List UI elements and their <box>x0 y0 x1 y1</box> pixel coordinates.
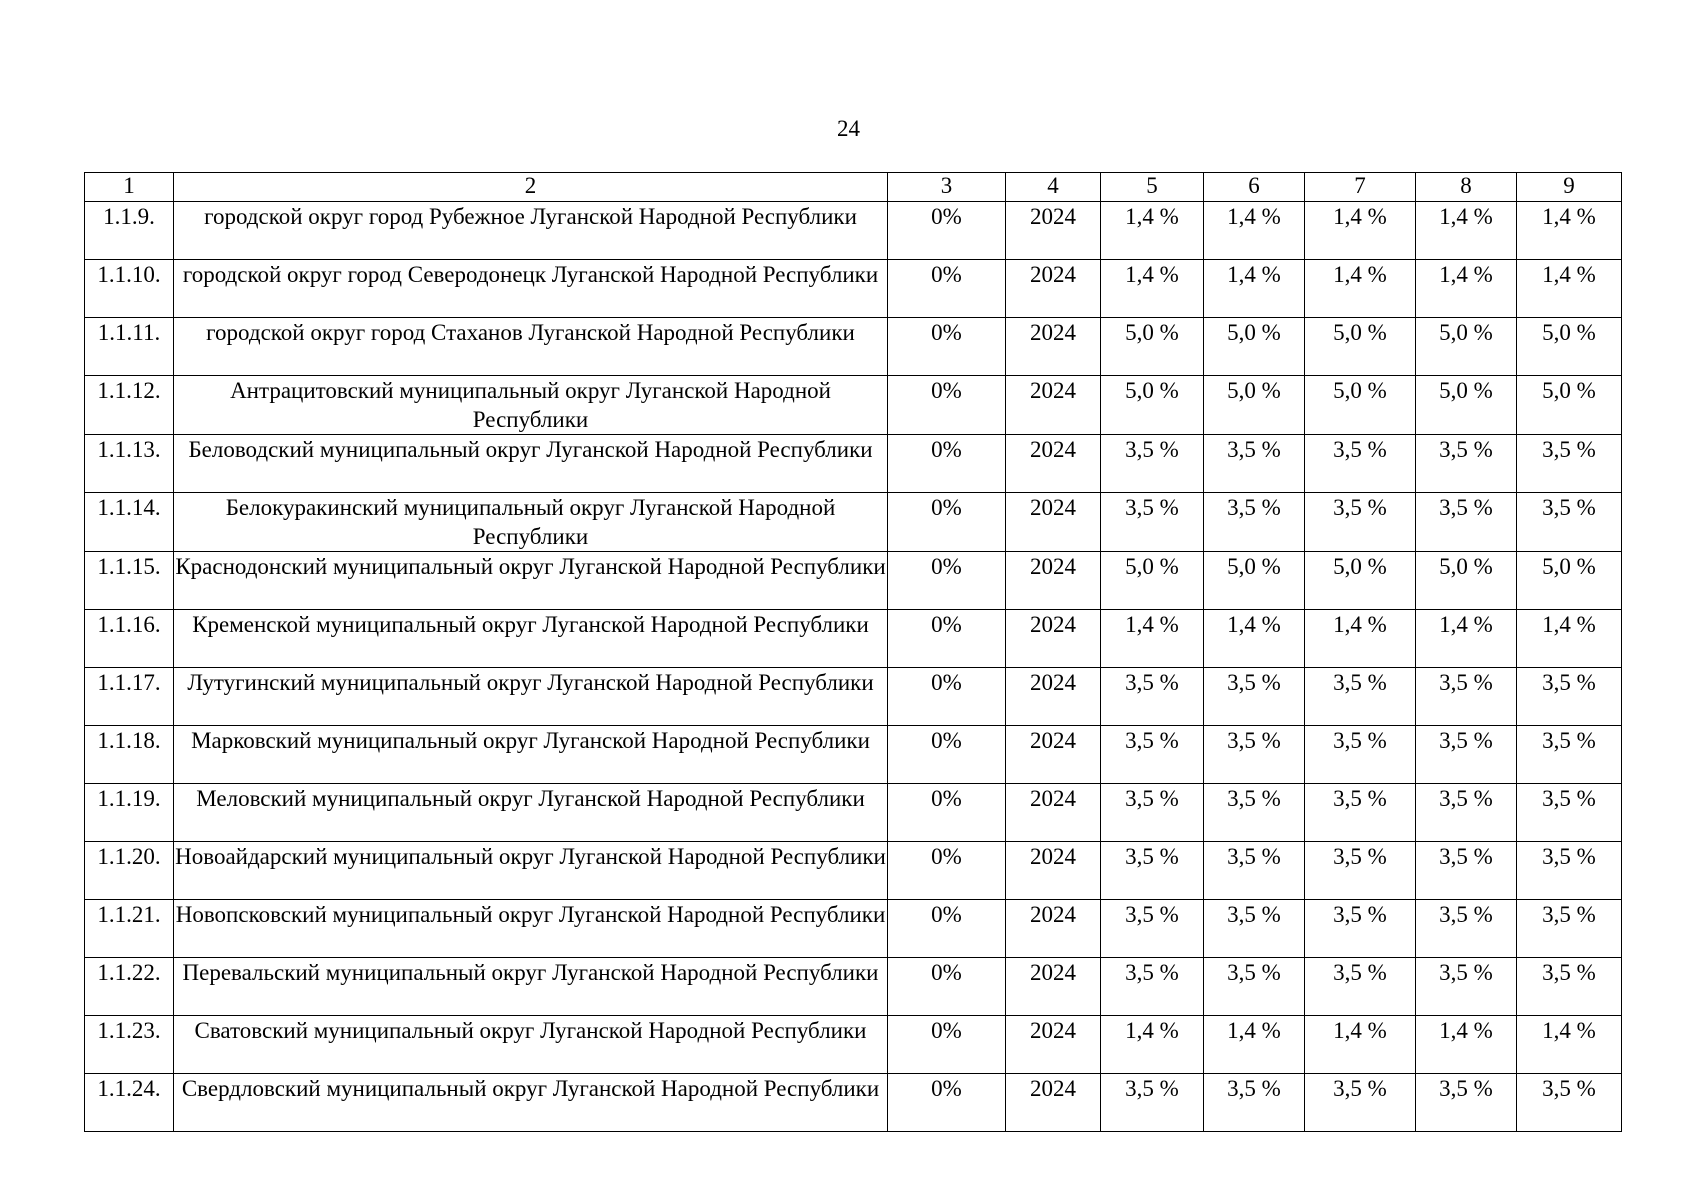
value-cell: 3,5 % <box>1517 900 1622 958</box>
year-cell: 2024 <box>1006 1016 1101 1074</box>
year-cell: 2024 <box>1006 900 1101 958</box>
name-cell: Перевальский муниципальный округ Луганской Народной Республики <box>174 958 888 1016</box>
base-value-cell: 0% <box>888 726 1006 784</box>
value-cell: 3,5 % <box>1204 435 1305 493</box>
name-cell: Свердловский муниципальный округ Луганской Народной Республики <box>174 1074 888 1132</box>
value-cell: 3,5 % <box>1305 435 1416 493</box>
name-cell: городской округ город Рубежное Луганской Народной Республики <box>174 202 888 260</box>
value-cell: 3,5 % <box>1416 726 1517 784</box>
table-row <box>85 435 1622 493</box>
value-cell: 1,4 % <box>1305 260 1416 318</box>
name-cell: Краснодонский муниципальный округ Луганской Народной Республики <box>174 552 888 610</box>
row-number-cell: 1.1.9. <box>85 202 174 260</box>
base-value-cell: 0% <box>888 610 1006 668</box>
table-row <box>85 784 1622 842</box>
name-cell: Меловский муниципальный округ Луганской Народной Республики <box>174 784 888 842</box>
row-number-cell: 1.1.23. <box>85 1016 174 1074</box>
header-cell: 8 <box>1416 173 1517 202</box>
value-cell: 1,4 % <box>1416 1016 1517 1074</box>
value-cell: 3,5 % <box>1204 1074 1305 1132</box>
row-number-cell: 1.1.18. <box>85 726 174 784</box>
value-cell: 3,5 % <box>1416 842 1517 900</box>
base-value-cell: 0% <box>888 435 1006 493</box>
base-value-cell: 0% <box>888 318 1006 376</box>
year-cell: 2024 <box>1006 784 1101 842</box>
value-cell: 1,4 % <box>1305 1016 1416 1074</box>
value-cell: 1,4 % <box>1517 610 1622 668</box>
header-cell: 7 <box>1305 173 1416 202</box>
base-value-cell: 0% <box>888 552 1006 610</box>
row-number-cell: 1.1.14. <box>85 493 174 552</box>
value-cell: 1,4 % <box>1204 1016 1305 1074</box>
page-number: 24 <box>837 116 860 141</box>
table-row <box>85 376 1622 435</box>
row-number-cell: 1.1.19. <box>85 784 174 842</box>
base-value-cell: 0% <box>888 958 1006 1016</box>
table-row <box>85 842 1622 900</box>
value-cell: 5,0 % <box>1101 552 1204 610</box>
value-cell: 3,5 % <box>1305 900 1416 958</box>
base-value-cell: 0% <box>888 202 1006 260</box>
value-cell: 1,4 % <box>1305 610 1416 668</box>
year-cell: 2024 <box>1006 610 1101 668</box>
base-value-cell: 0% <box>888 376 1006 435</box>
header-cell: 4 <box>1006 173 1101 202</box>
row-number-cell: 1.1.13. <box>85 435 174 493</box>
value-cell: 3,5 % <box>1101 900 1204 958</box>
header-cell: 2 <box>174 173 888 202</box>
value-cell: 3,5 % <box>1517 435 1622 493</box>
value-cell: 1,4 % <box>1517 202 1622 260</box>
table-body <box>85 173 1622 1132</box>
value-cell: 1,4 % <box>1101 1016 1204 1074</box>
year-cell: 2024 <box>1006 435 1101 493</box>
value-cell: 3,5 % <box>1416 493 1517 552</box>
value-cell: 5,0 % <box>1101 318 1204 376</box>
value-cell: 1,4 % <box>1416 610 1517 668</box>
value-cell: 1,4 % <box>1204 202 1305 260</box>
table-row <box>85 958 1622 1016</box>
row-number-cell: 1.1.22. <box>85 958 174 1016</box>
value-cell: 3,5 % <box>1305 493 1416 552</box>
row-number-cell: 1.1.12. <box>85 376 174 435</box>
year-cell: 2024 <box>1006 202 1101 260</box>
value-cell: 3,5 % <box>1204 842 1305 900</box>
name-cell: Новоайдарский муниципальный округ Луганской Народной Республики <box>174 842 888 900</box>
value-cell: 3,5 % <box>1101 435 1204 493</box>
value-cell: 3,5 % <box>1305 842 1416 900</box>
table-row <box>85 900 1622 958</box>
value-cell: 3,5 % <box>1416 784 1517 842</box>
value-cell: 3,5 % <box>1204 784 1305 842</box>
value-cell: 3,5 % <box>1101 668 1204 726</box>
value-cell: 1,4 % <box>1101 260 1204 318</box>
value-cell: 5,0 % <box>1517 318 1622 376</box>
value-cell: 1,4 % <box>1416 260 1517 318</box>
value-cell: 1,4 % <box>1101 202 1204 260</box>
value-cell: 3,5 % <box>1517 1074 1622 1132</box>
row-number-cell: 1.1.24. <box>85 1074 174 1132</box>
value-cell: 3,5 % <box>1204 493 1305 552</box>
row-number-cell: 1.1.16. <box>85 610 174 668</box>
base-value-cell: 0% <box>888 784 1006 842</box>
value-cell: 3,5 % <box>1305 1074 1416 1132</box>
value-cell: 5,0 % <box>1416 552 1517 610</box>
table-row <box>85 1016 1622 1074</box>
value-cell: 3,5 % <box>1101 784 1204 842</box>
value-cell: 3,5 % <box>1305 784 1416 842</box>
name-cell: Кременской муниципальный округ Луганской Народной Республики <box>174 610 888 668</box>
value-cell: 3,5 % <box>1204 726 1305 784</box>
value-cell: 3,5 % <box>1101 958 1204 1016</box>
value-cell: 5,0 % <box>1416 318 1517 376</box>
row-number-cell: 1.1.15. <box>85 552 174 610</box>
name-cell: Лутугинский муниципальный округ Луганской Народной Республики <box>174 668 888 726</box>
year-cell: 2024 <box>1006 958 1101 1016</box>
year-cell: 2024 <box>1006 552 1101 610</box>
base-value-cell: 0% <box>888 493 1006 552</box>
base-value-cell: 0% <box>888 668 1006 726</box>
year-cell: 2024 <box>1006 493 1101 552</box>
table-row <box>85 668 1622 726</box>
table-row <box>85 1074 1622 1132</box>
table-row <box>85 726 1622 784</box>
table-row <box>85 202 1622 260</box>
year-cell: 2024 <box>1006 726 1101 784</box>
value-cell: 1,4 % <box>1204 260 1305 318</box>
year-cell: 2024 <box>1006 260 1101 318</box>
base-value-cell: 0% <box>888 1016 1006 1074</box>
value-cell: 5,0 % <box>1517 552 1622 610</box>
value-cell: 1,4 % <box>1416 202 1517 260</box>
header-cell: 6 <box>1204 173 1305 202</box>
year-cell: 2024 <box>1006 318 1101 376</box>
table-row <box>85 318 1622 376</box>
value-cell: 3,5 % <box>1416 900 1517 958</box>
value-cell: 3,5 % <box>1305 726 1416 784</box>
value-cell: 3,5 % <box>1305 958 1416 1016</box>
row-number-cell: 1.1.20. <box>85 842 174 900</box>
table-row <box>85 552 1622 610</box>
base-value-cell: 0% <box>888 260 1006 318</box>
value-cell: 3,5 % <box>1101 493 1204 552</box>
table-row <box>85 610 1622 668</box>
value-cell: 3,5 % <box>1204 900 1305 958</box>
value-cell: 3,5 % <box>1101 726 1204 784</box>
name-cell: Марковский муниципальный округ Луганской Народной Республики <box>174 726 888 784</box>
value-cell: 3,5 % <box>1416 958 1517 1016</box>
base-value-cell: 0% <box>888 842 1006 900</box>
value-cell: 5,0 % <box>1305 318 1416 376</box>
name-cell: городской округ город Стаханов Луганской Народной Республики <box>174 318 888 376</box>
name-cell: Новопсковский муниципальный округ Луганской Народной Республики <box>174 900 888 958</box>
value-cell: 1,4 % <box>1305 202 1416 260</box>
name-cell: Антрацитовский муниципальный округ Луганской Народной Республики <box>174 376 888 435</box>
value-cell: 3,5 % <box>1416 435 1517 493</box>
value-cell: 1,4 % <box>1204 610 1305 668</box>
name-cell: Сватовский муниципальный округ Луганской Народной Республики <box>174 1016 888 1074</box>
value-cell: 5,0 % <box>1204 552 1305 610</box>
value-cell: 3,5 % <box>1101 842 1204 900</box>
year-cell: 2024 <box>1006 842 1101 900</box>
header-cell: 3 <box>888 173 1006 202</box>
value-cell: 5,0 % <box>1416 376 1517 435</box>
value-cell: 5,0 % <box>1204 376 1305 435</box>
row-number-cell: 1.1.10. <box>85 260 174 318</box>
row-number-cell: 1.1.17. <box>85 668 174 726</box>
value-cell: 1,4 % <box>1517 260 1622 318</box>
value-cell: 5,0 % <box>1204 318 1305 376</box>
value-cell: 3,5 % <box>1517 493 1622 552</box>
year-cell: 2024 <box>1006 668 1101 726</box>
value-cell: 1,4 % <box>1517 1016 1622 1074</box>
name-cell: Белокуракинский муниципальный округ Луганской Народной Республики <box>174 493 888 552</box>
header-cell: 5 <box>1101 173 1204 202</box>
value-cell: 3,5 % <box>1416 1074 1517 1132</box>
value-cell: 1,4 % <box>1101 610 1204 668</box>
year-cell: 2024 <box>1006 1074 1101 1132</box>
value-cell: 5,0 % <box>1305 376 1416 435</box>
data-table <box>84 172 1622 1132</box>
value-cell: 5,0 % <box>1305 552 1416 610</box>
value-cell: 3,5 % <box>1204 958 1305 1016</box>
header-cell: 1 <box>85 173 174 202</box>
value-cell: 3,5 % <box>1305 668 1416 726</box>
value-cell: 5,0 % <box>1101 376 1204 435</box>
header-row <box>85 173 1622 202</box>
row-number-cell: 1.1.11. <box>85 318 174 376</box>
table-row <box>85 260 1622 318</box>
row-number-cell: 1.1.21. <box>85 900 174 958</box>
value-cell: 5,0 % <box>1517 376 1622 435</box>
value-cell: 3,5 % <box>1416 668 1517 726</box>
value-cell: 3,5 % <box>1101 1074 1204 1132</box>
base-value-cell: 0% <box>888 900 1006 958</box>
name-cell: Беловодский муниципальный округ Луганской Народной Республики <box>174 435 888 493</box>
value-cell: 3,5 % <box>1517 726 1622 784</box>
year-cell: 2024 <box>1006 376 1101 435</box>
value-cell: 3,5 % <box>1204 668 1305 726</box>
value-cell: 3,5 % <box>1517 668 1622 726</box>
base-value-cell: 0% <box>888 1074 1006 1132</box>
header-cell: 9 <box>1517 173 1622 202</box>
name-cell: городской округ город Северодонецк Луганской Народной Республики <box>174 260 888 318</box>
table-row <box>85 493 1622 552</box>
value-cell: 3,5 % <box>1517 784 1622 842</box>
value-cell: 3,5 % <box>1517 958 1622 1016</box>
value-cell: 3,5 % <box>1517 842 1622 900</box>
